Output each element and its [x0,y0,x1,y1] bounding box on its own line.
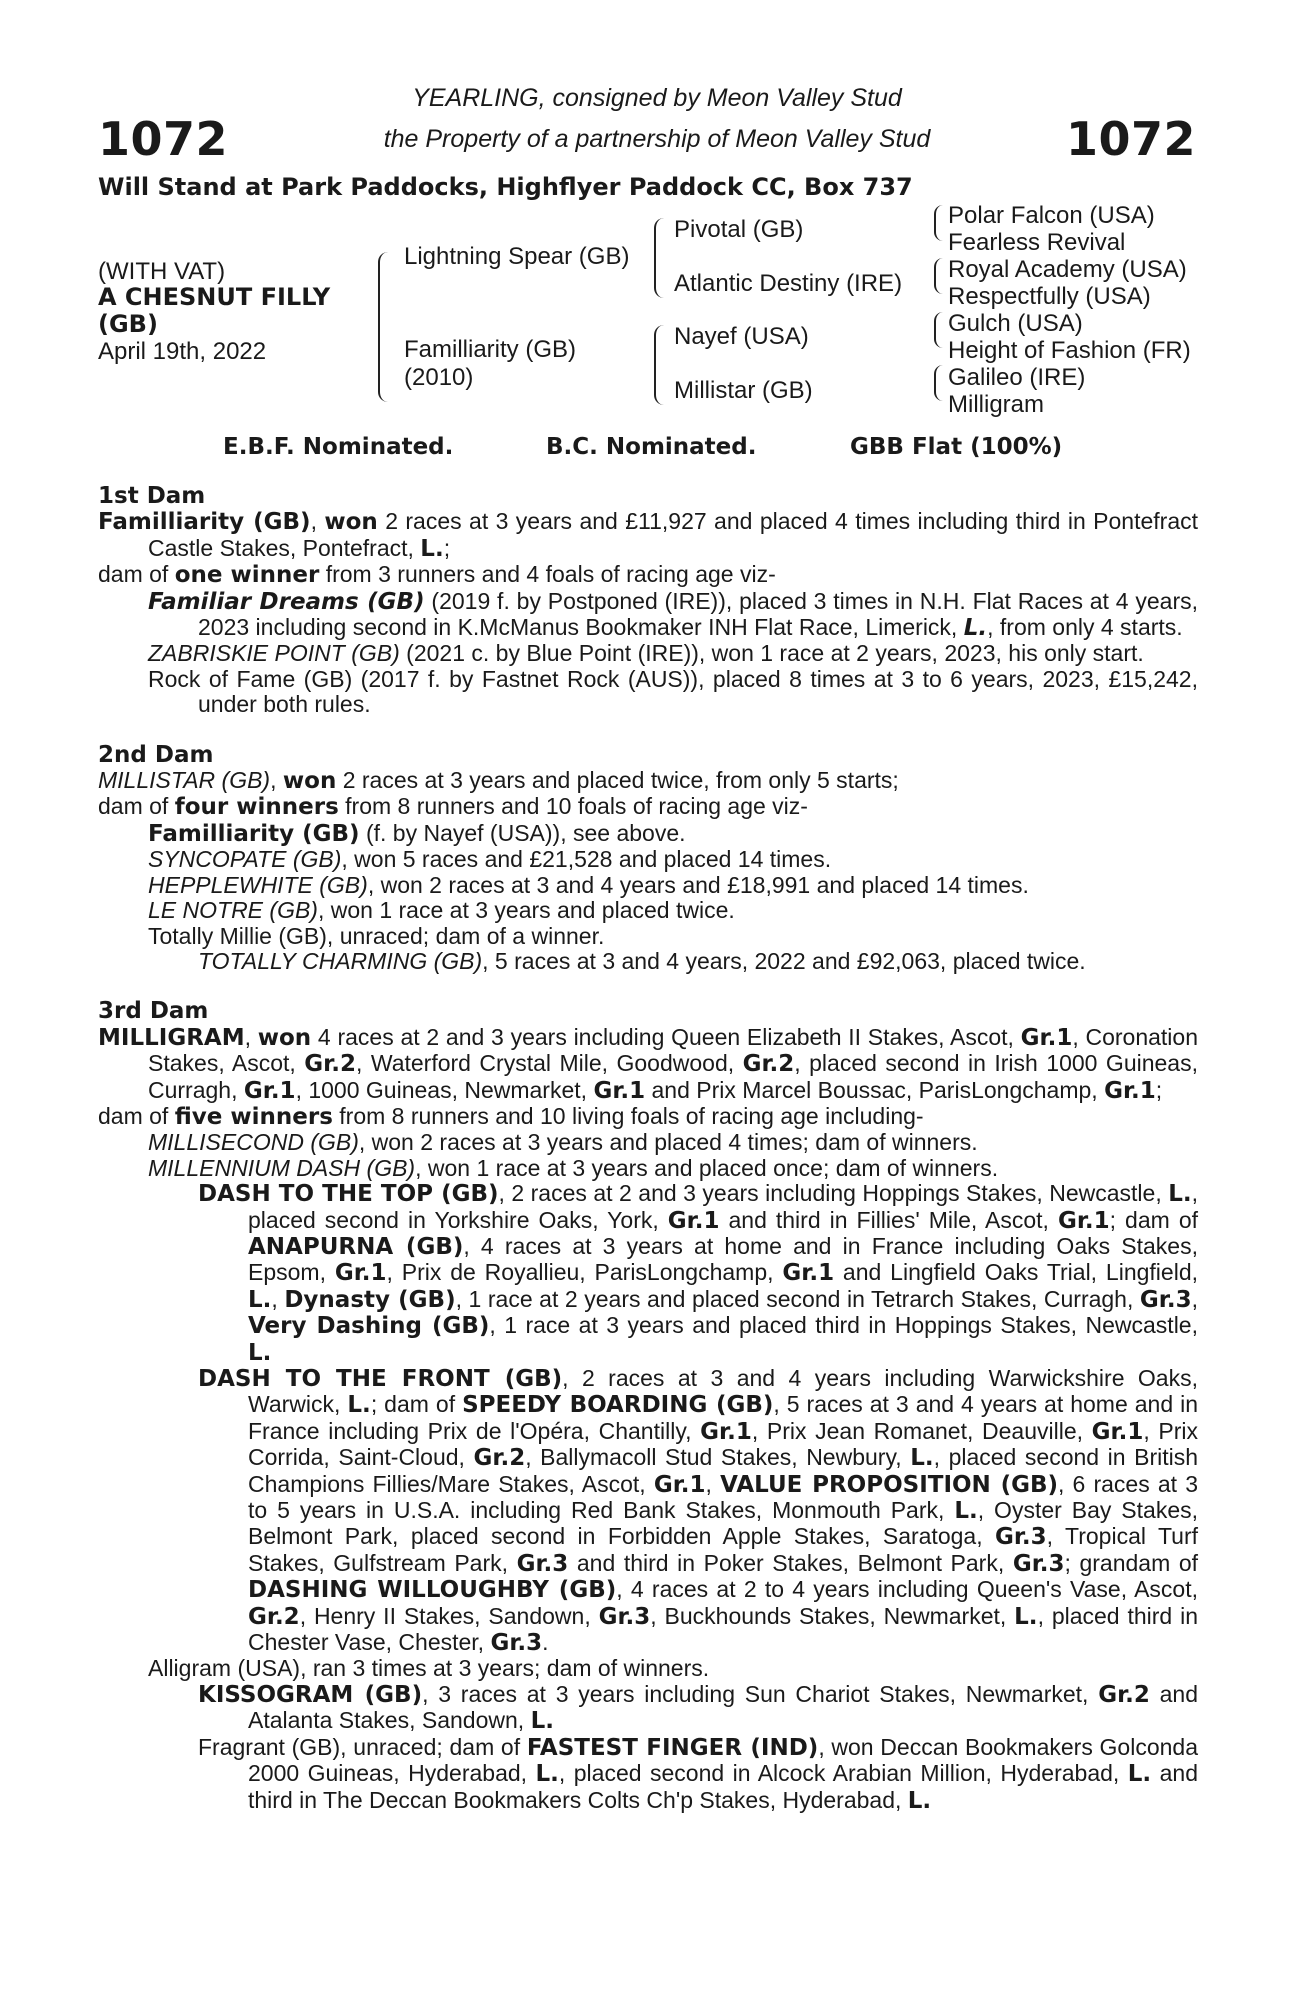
third-dam-produce-summary [98,1104,1198,1130]
text-run: 2 races at 3 years and placed twice, from only 5 starts; [336,767,899,794]
text-run: L. [1168,1181,1192,1208]
produce-entry [98,667,1198,718]
text-run: Familliarity (GB) [148,820,360,847]
produce-entry [98,641,1198,666]
text-run: Gr.1 [243,1077,296,1104]
produce-entry [98,1682,1198,1735]
text-run: , 1000 Guineas, Newmarket, [295,1076,594,1103]
text-run: and third in Poker Stakes, Belmont Park, [568,1549,1013,1576]
produce-entry [98,1656,1198,1681]
text-run: Gr.1 [1020,1024,1073,1051]
second-dam-produce-summary [98,794,1198,820]
produce-entry [98,821,1198,847]
text-run: MILLIGRAM [98,1024,245,1051]
text-run: (2019 f. by Postponed (IRE)), placed 3 times in N.H. Flat Races at 4 years, 2023 including second in K.McManus Bookmaker INH Flat Race, Limerick, [198,587,1199,641]
produce-entry [98,873,1198,898]
text-run: MILLISECOND (GB) [148,1129,359,1156]
first-dam-record [98,509,1198,562]
text-run: ANAPURNA (GB) [248,1233,464,1260]
text-run: , placed third in Chester Vase, Chester, [248,1602,1198,1656]
text-run: , [244,1023,258,1050]
text-run: Gr.3 [516,1550,569,1577]
text-run: , Oyster Bay Stakes, Belmont Park, placed second in Forbidden Apple Stakes, Saratoga, [248,1497,1198,1550]
ancestor-3: Royal Academy (USA) [948,256,1187,283]
text-run: and Lingfield Oaks Trial, Lingfield, [834,1259,1199,1286]
text-run: , 5 races at 3 and 4 years at home and in France including Prix de l'Opéra, Chantilly, [248,1391,1198,1444]
text-run: Gr.1 [782,1260,835,1287]
text-run: , won 1 race at 3 years and placed once; dam of winners. [415,1154,999,1181]
text-run: , Tropical Turf Stakes, Gulfstream Park, [248,1523,1198,1576]
dam-dam: Millistar (GB) [674,377,813,404]
text-run: , [270,767,283,794]
dam-year: (2010) [404,364,474,391]
text-run: ; dam of [370,1391,463,1418]
text-run: DASH TO THE FRONT (GB) [198,1366,563,1392]
text-run: from 8 runners and 10 living foals of racing age including- [332,1102,924,1129]
produce-entry [98,1366,1198,1656]
text-run: SYNCOPATE (GB) [148,846,342,873]
text-run: FASTEST FINGER (IND) [526,1734,819,1761]
text-run: from 8 runners and 10 foals of racing age viz- [338,793,808,820]
text-run: , [705,1470,721,1497]
brace-g3 [934,312,943,348]
first-dam-produce-summary [98,562,1198,588]
text-run: LE NOTRE (GB) [148,897,318,924]
text-run: Totally Millie (GB), unraced; dam of a winner. [148,922,605,949]
text-run: ; grandam of [1064,1549,1199,1576]
text-run: , Prix de Royallieu, ParisLongchamp, [386,1259,783,1286]
text-run: dam of [98,1102,175,1129]
text-run: , [310,508,325,535]
text-run: Gr.3 [994,1524,1047,1551]
ancestor-4: Respectfully (USA) [948,283,1151,310]
vat-note: (WITH VAT) [98,258,226,285]
produce-entry [98,924,1198,949]
third-dam-heading: 3rd Dam [98,998,209,1025]
text-run: L. [347,1392,371,1419]
text-run: MILLENNIUM DASH (GB) [148,1154,416,1181]
text-run: won [282,768,337,795]
text-run: 2 races at 3 years and £11,927 and placed 4 times including third in Pontefract Castle Stakes, Pontefract, [148,508,1199,561]
text-run: , 4 races at 2 to 4 years including Queen's Vase, Ascot, [616,1576,1198,1603]
text-run: DASHING WILLOUGHBY (GB) [248,1577,617,1604]
produce-entry [98,1181,1198,1366]
text-run: ; [443,534,451,561]
text-run: Gr.1 [1104,1077,1156,1104]
text-run: Gr.1 [1091,1418,1144,1445]
text-run: , 2 races at 2 and 3 years including Hoppings Stakes, Newcastle, [498,1180,1169,1207]
text-run: Gr.3 [490,1630,543,1657]
text-run: , placed second in Yorkshire Oaks, York, [248,1180,1198,1233]
text-run: , [1191,1285,1198,1312]
text-run: Gr.2 [742,1051,795,1078]
text-run: (f. by Nayef (USA)), see above. [359,819,686,846]
text-run: 4 races at 2 and 3 years including Queen Elizabeth II Stakes, Ascot, [311,1023,1021,1050]
text-run: , won 5 races and £21,528 and placed 14 times. [341,846,832,873]
second-dam-record [98,768,1198,794]
ancestor-2: Fearless Revival [948,229,1126,256]
text-run: , Ballymacoll Stud Stakes, Newbury, [525,1444,911,1471]
foaling-date: April 19th, 2022 [98,338,267,365]
brace-sire-parents [654,218,664,298]
text-run: , Coronation Stakes, Ascot, [148,1023,1198,1077]
text-run: won [257,1024,312,1051]
text-run: Rock of Fame (GB) (2017 f. by Fastnet Rock (AUS)), placed 8 times at 3 to 6 years, 2023, £15,242, under both rules. [148,665,1198,718]
text-run: Gr.1 [700,1418,752,1445]
text-run: four winners [174,794,339,821]
text-run: Gr.3 [598,1603,651,1630]
brace-g1 [934,205,943,241]
text-run: , won 2 races at 3 years and placed 4 times; dam of winners. [358,1129,978,1156]
text-run: Gr.1 [593,1077,646,1104]
text-run: L. [420,535,444,562]
text-run: , won Deccan Bookmakers Golconda 2000 Guineas, Hyderabad, [248,1733,1198,1787]
ancestor-7: Galileo (IRE) [948,364,1086,391]
text-run: Gr.1 [653,1471,706,1498]
text-run: L. [963,615,988,642]
text-run: Gr.2 [248,1603,300,1630]
text-run: , [271,1285,285,1312]
text-run: MILLISTAR (GB) [98,767,271,794]
text-run: Alligram (USA), ran 3 times at 3 years; dam of winners. [148,1655,710,1682]
text-run: and Atalanta Stakes, Sandown, [248,1680,1199,1734]
produce-entry [98,949,1198,974]
produce-entry [98,898,1198,923]
consignor-line: YEARLING, consigned by Meon Valley Stud [412,84,902,112]
produce-entry [98,589,1198,642]
text-run: (2021 c. by Blue Point (IRE)), won 1 race at 2 years, 2023, his only start. [399,640,1144,667]
text-run: L. [1014,1603,1038,1630]
text-run: L. [910,1445,934,1472]
text-run: , Buckhounds Stakes, Newmarket, [650,1602,1015,1629]
ancestor-8: Milligram [948,391,1044,418]
first-dam-heading: 1st Dam [98,483,206,509]
text-run: L. [1127,1761,1152,1788]
text-run: ; [1155,1076,1163,1103]
text-run: Dynasty (GB) [284,1286,456,1313]
text-run: , 2 races at 3 and 4 years including Warwickshire Oaks, Warwick, [248,1365,1198,1418]
sire-sire: Pivotal (GB) [674,216,804,243]
text-run: Familliarity (GB) [98,509,311,536]
produce-entry [98,1156,1198,1181]
text-run: . [542,1629,549,1656]
text-run: SPEEDY BOARDING (GB) [462,1392,774,1419]
text-run: won [324,509,378,536]
text-run: , won 1 race at 3 years and placed twice. [317,897,735,924]
second-dam-heading: 2nd Dam [98,741,214,768]
text-run: dam of [98,793,175,820]
text-run: Gr.2 [304,1051,356,1078]
stand-location: Will Stand at Park Paddocks, Highflyer Paddock CC, Box 737 [98,173,913,201]
text-run: KISSOGRAM (GB) [198,1681,423,1708]
text-run: from 3 runners and 4 foals of racing age viz- [319,561,776,588]
ancestor-1: Polar Falcon (USA) [948,202,1155,229]
text-run: DASH TO THE TOP (GB) [198,1181,499,1208]
text-run: , 4 races at 3 years at home and in France including Oaks Stakes, Epsom, [248,1232,1198,1286]
text-run: , won 2 races at 3 and 4 years and £18,991 and placed 14 times. [367,871,1029,898]
text-run: Very Dashing (GB) [248,1313,490,1340]
text-run: Gr.1 [667,1207,720,1234]
text-run: , 3 races at 3 years including Sun Chariot Stakes, Newmarket, [422,1680,1099,1707]
text-run: TOTALLY CHARMING (GB) [198,947,483,974]
text-run: L. [248,1339,272,1366]
brace-g2 [934,258,943,294]
text-run: and third in The Deccan Bookmakers Colts Ch'p Stakes, Hyderabad, [248,1760,1198,1813]
text-run: one winner [174,562,320,589]
text-run: five winners [174,1103,333,1130]
ancestor-6: Height of Fashion (FR) [948,337,1191,364]
text-run: , placed second in Irish 1000 Guineas, Curragh, [148,1050,1198,1103]
horse-description: A CHESNUT FILLY [98,283,331,311]
text-run: ZABRISKIE POINT (GB) [148,640,400,667]
text-run: , Henry II Stakes, Sandown, [299,1602,599,1629]
sire: Lightning Spear (GB) [404,243,630,270]
lot-number-right: 1072 [1065,112,1196,166]
text-run: , 6 races at 3 to 5 years in U.S.A. including Red Bank Stakes, Monmouth Park, [248,1470,1198,1524]
text-run: , placed second in Alcock Arabian Million, Hyderabad, [558,1760,1128,1787]
text-run: L. [907,1787,932,1814]
text-run: Gr.1 [334,1260,387,1287]
text-run: ; dam of [1109,1206,1198,1233]
property-line: the Property of a partnership of Meon Valley Stud [383,125,931,153]
text-run: L. [248,1286,272,1313]
gbb-status: GBB Flat (100%) [850,434,1063,460]
text-run: Gr.2 [1098,1681,1150,1708]
produce-entry [98,847,1198,872]
text-run: , 1 race at 2 years and placed second in Tetrarch Stakes, Curragh, [455,1285,1140,1312]
horse-origin: (GB) [98,310,158,338]
text-run: , 1 race at 3 years and placed third in Hoppings Stakes, Newcastle, [489,1312,1198,1339]
text-run: L. [535,1761,559,1788]
dam: Familliarity (GB) [404,336,576,363]
dam-sire: Nayef (USA) [674,323,809,350]
text-run: , 5 races at 3 and 4 years, 2022 and £92,063, placed twice. [482,947,1086,974]
text-run: , Prix Corrida, Saint-Cloud, [248,1417,1199,1471]
brace-parents [378,252,390,402]
text-run: Familiar Dreams (GB) [148,588,425,615]
brace-dam-parents [654,325,664,405]
brace-g4 [934,365,943,401]
text-run: Gr.2 [473,1445,526,1472]
ebf-nomination: E.B.F. Nominated. [223,434,454,460]
text-run: dam of [98,561,175,588]
produce-entry [98,1130,1198,1155]
text-run: Gr.3 [1139,1286,1192,1313]
text-run: and third in Fillies' Mile, Ascot, [719,1206,1058,1233]
text-run: HEPPLEWHITE (GB) [148,871,368,898]
lot-number-left: 1072 [98,112,229,166]
text-run: , placed second in British Champions Fillies/Mare Stakes, Ascot, [248,1444,1199,1497]
produce-entry [98,1735,1198,1814]
text-run: and Prix Marcel Boussac, ParisLongchamp, [645,1076,1105,1103]
text-run: , from only 4 starts. [987,614,1183,641]
text-run: L. [530,1708,554,1735]
text-run: L. [954,1498,978,1525]
text-run: , Waterford Crystal Mile, Goodwood, [355,1050,743,1077]
text-run: Gr.1 [1057,1207,1110,1234]
text-run: VALUE PROPOSITION (GB) [720,1471,1058,1498]
sire-dam: Atlantic Destiny (IRE) [674,270,903,297]
ancestor-5: Gulch (USA) [948,310,1083,337]
text-run: , Prix Jean Romanet, Deauville, [751,1417,1092,1444]
third-dam-record [98,1025,1198,1104]
catalogue-body [98,484,1198,1814]
text-run: Fragrant (GB), unraced; dam of [198,1733,527,1760]
text-run: Gr.3 [1012,1550,1065,1577]
bc-nomination: B.C. Nominated. [546,434,757,460]
